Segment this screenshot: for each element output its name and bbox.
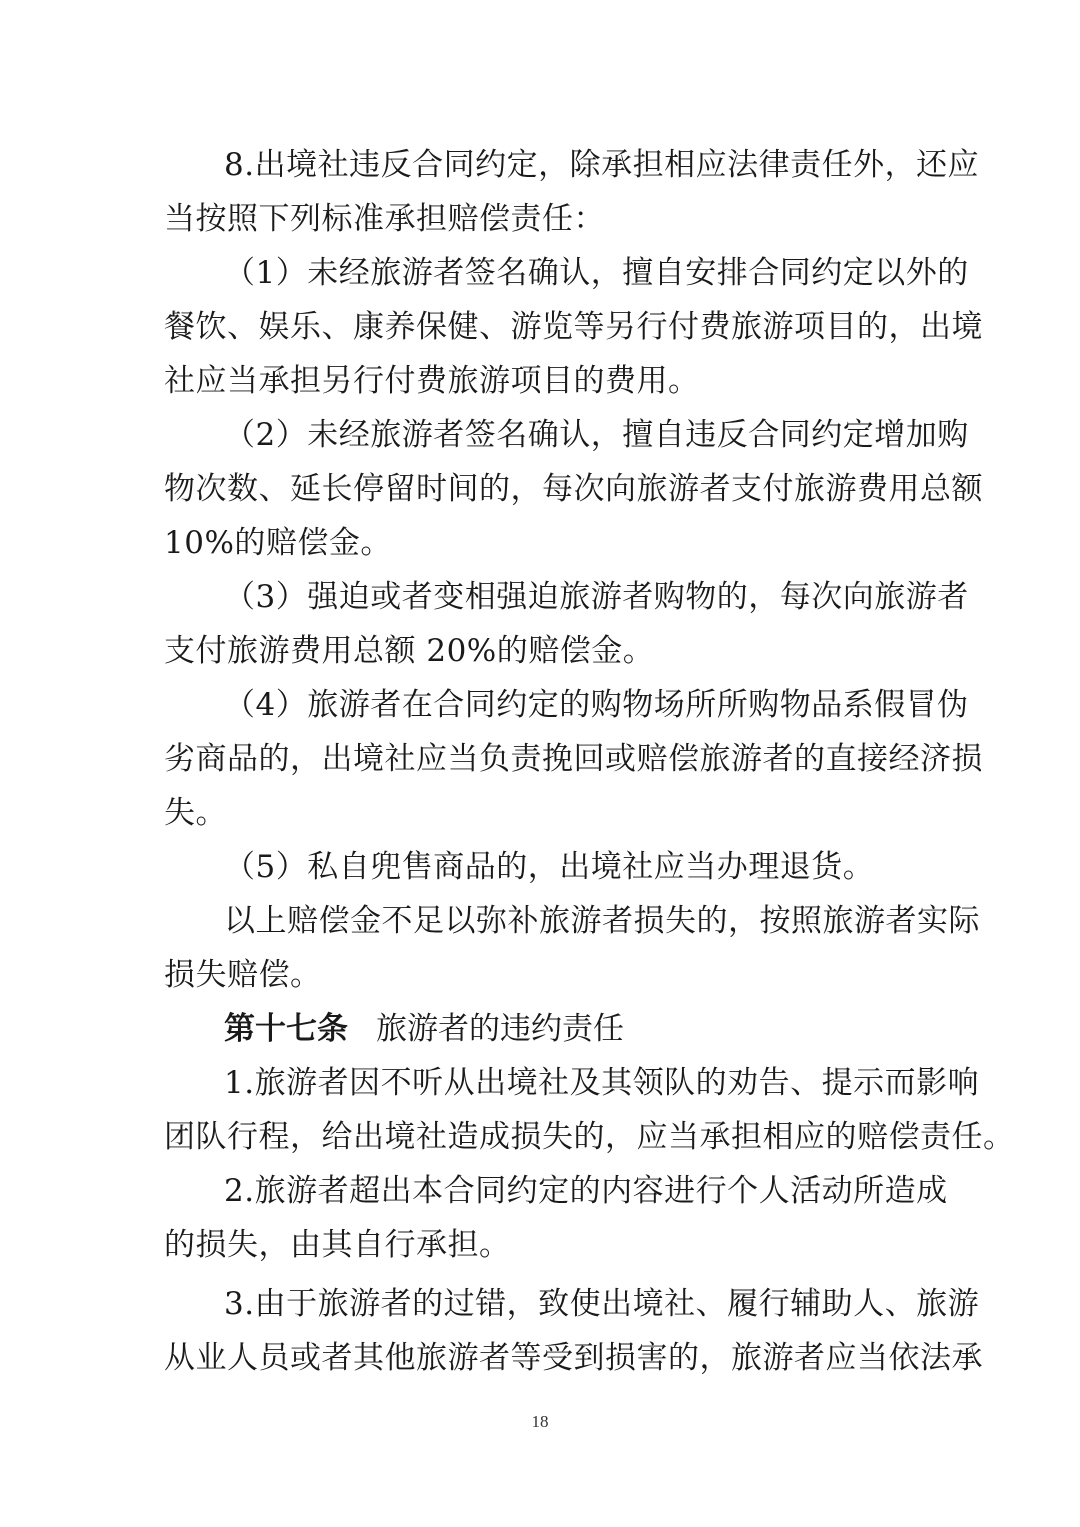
- paragraph-line: 10%的赔偿金。: [164, 525, 392, 561]
- paragraph-line: （1）未经旅游者签名确认，擅自安排合同约定以外的: [224, 255, 969, 291]
- paragraph-line: 以上赔偿金不足以弥补旅游者损失的，按照旅游者实际: [224, 903, 980, 939]
- paragraph-line: 3.由于旅游者的过错，致使出境社、履行辅助人、旅游: [224, 1286, 980, 1322]
- paragraph-line: 团队行程，给出境社造成损失的，应当承担相应的赔偿责任。: [164, 1119, 1015, 1155]
- article-heading: [224, 1009, 916, 1049]
- page-number: 18: [531, 1412, 549, 1431]
- paragraph-line: 1.旅游者因不听从出境社及其领队的劝告、提示而影响: [224, 1065, 980, 1101]
- paragraph-line: 损失赔偿。: [164, 957, 322, 993]
- paragraph-line: 社应当承担另行付费旅游项目的费用。: [164, 363, 700, 399]
- paragraph-line: 失。: [164, 795, 227, 831]
- paragraph-line: （2）未经旅游者签名确认，擅自违反合同约定增加购: [224, 417, 969, 453]
- paragraph-line: 2.旅游者超出本合同约定的内容进行个人活动所造成: [224, 1173, 948, 1209]
- paragraph-line: 劣商品的，出境社应当负责挽回或赔偿旅游者的直接经济损: [164, 741, 983, 777]
- paragraph-line: 的损失，由其自行承担。: [164, 1227, 511, 1263]
- paragraph-line: 从业人员或者其他旅游者等受到损害的，旅游者应当依法承: [164, 1340, 983, 1376]
- paragraph-line: 物次数、延长停留时间的，每次向旅游者支付旅游费用总额: [164, 471, 983, 507]
- article-number: 第十七条: [224, 1011, 348, 1047]
- paragraph-line: 支付旅游费用总额 20%的赔偿金。: [164, 633, 655, 669]
- paragraph-line: 8.出境社违反合同约定，除承担相应法律责任外，还应: [224, 147, 980, 183]
- paragraph-line: 餐饮、娱乐、康养保健、游览等另行付费旅游项目的，出境: [164, 309, 983, 345]
- paragraph-line: （4）旅游者在合同约定的购物场所所购物品系假冒伪: [224, 687, 969, 723]
- paragraph-line: （5）私自兜售商品的，出境社应当办理退货。: [224, 849, 875, 885]
- article-title: 旅游者的违约责任: [376, 1011, 624, 1047]
- paragraph-line: （3）强迫或者变相强迫旅游者购物的，每次向旅游者: [224, 579, 969, 615]
- paragraph-line: 当按照下列标准承担赔偿责任：: [164, 201, 605, 237]
